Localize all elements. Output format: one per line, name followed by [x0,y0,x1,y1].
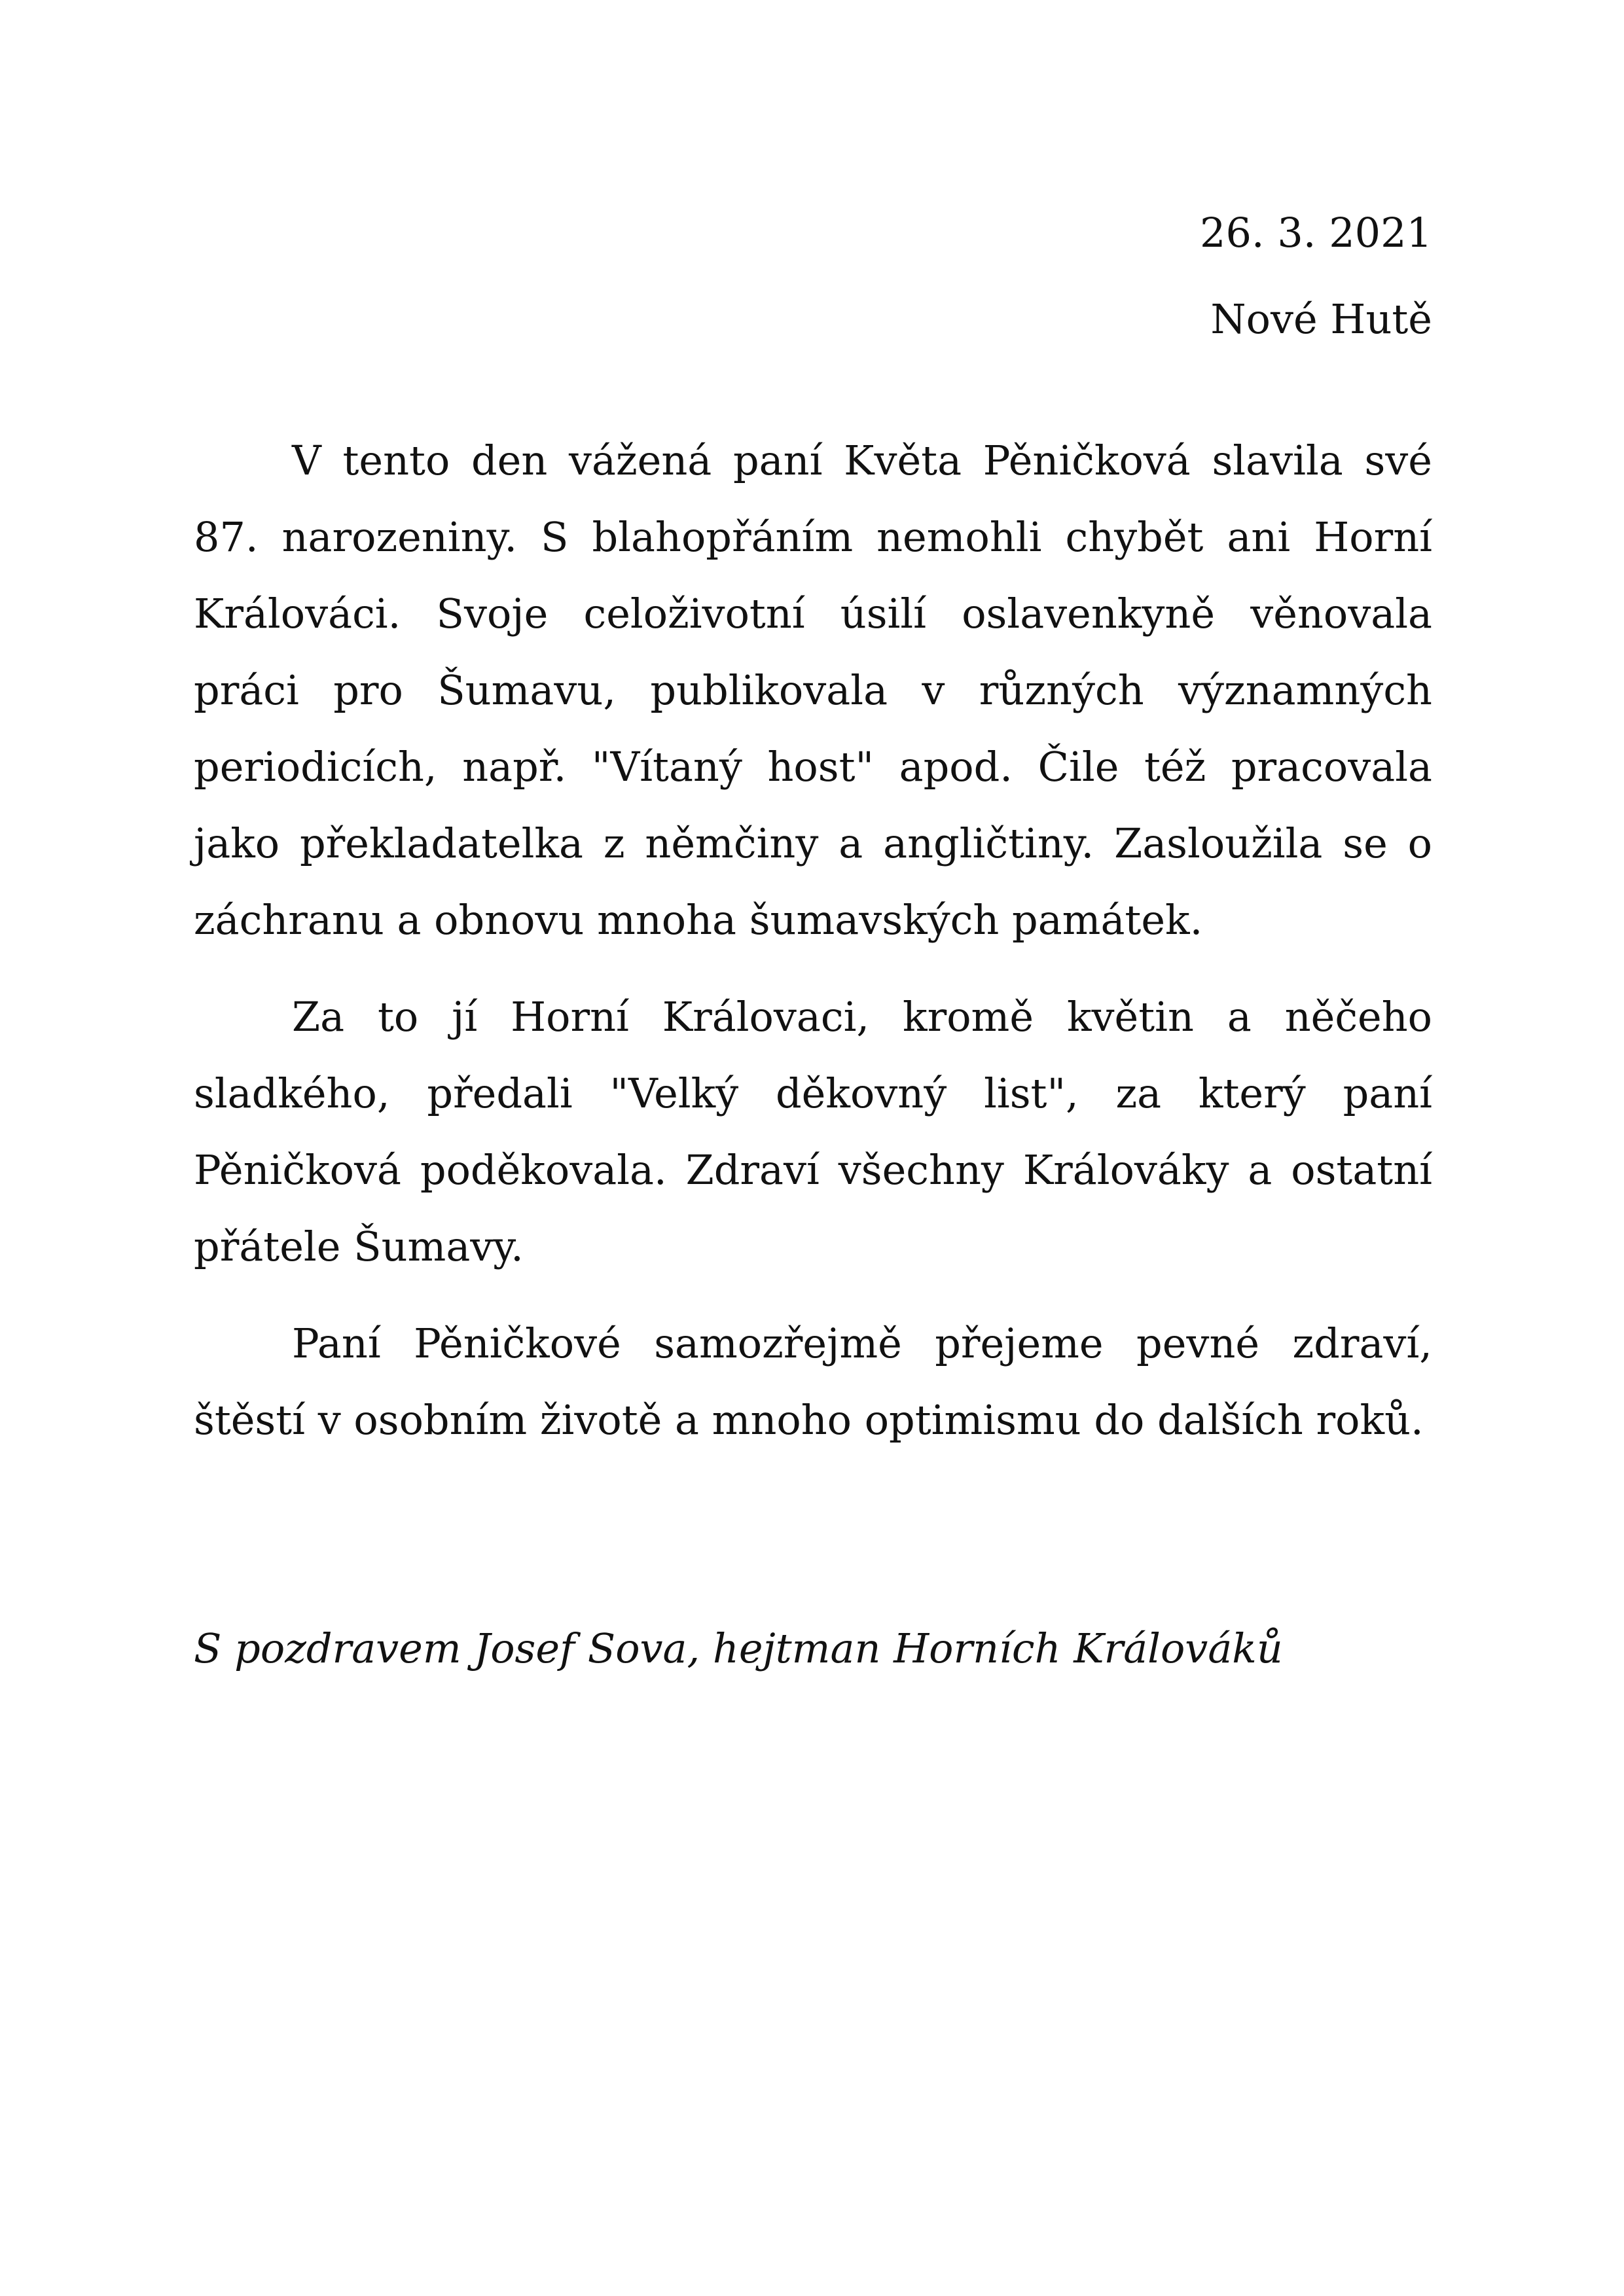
letter-signature: S pozdravem Josef Sova, hejtman Horních Králováků [194,1624,1283,1672]
paragraph-3: Paní Pěničkové samozřejmě přejeme pevné zdraví, štěstí v osobním životě a mnoho optimismu do dalších roků. [194,1319,1432,1444]
paragraph-1: V tento den vážená paní Květa Pěničková slavila své 87. narozeniny. S blahopřáním nemohli chybět ani Horní Králováci. Svoje celoživotní úsilí oslavenkyně věnovala práci pro Šumavu, publikovala v různých významných periodicích, např. "Vítaný host" apod. Čile též pracovala jako překladatelka z němčiny a angličtiny. Zasloužila se o záchranu a obnovu mnoha šumavských památek. [194,437,1432,944]
letter-date: 26. 3. 2021 [1200,209,1432,257]
letter-header [1200,190,1432,363]
paragraph-2: Za to jí Horní Královaci, kromě květin a něčeho sladkého, předali "Velký děkovný list", za který paní Pěničková poděkovala. Zdraví všechny Králováky a ostatní přátele Šumavy. [194,993,1432,1270]
letter-place: Nové Hutě [1210,295,1432,343]
letter-body [194,422,1432,1479]
